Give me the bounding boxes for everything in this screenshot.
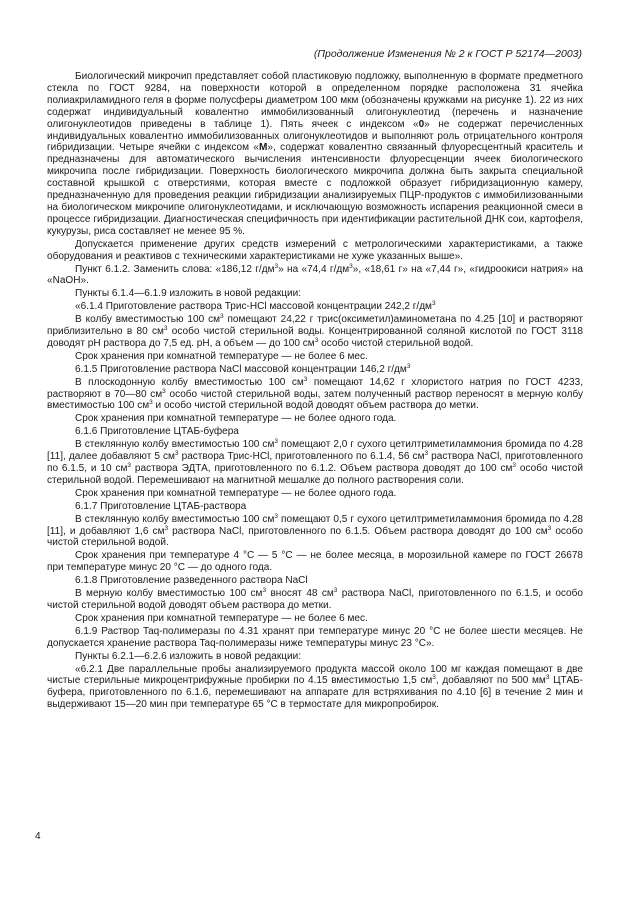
paragraph-storage-ctab-buffer: Срок хранения при комнатной температуре — не более одного года. bbox=[75, 487, 397, 499]
paragraph-microchip-description: Биологический микрочип представляет собой пластиковую подложку, выполненную в формате предметного стекла по ГОСТ 9284, на поверхности которой в определенном порядке расположена 31 ячейка полиакриламидного геля в форме полусферы диаметром 100 мкм (обозначены кружками на рисунке 1). 22 из них содержат индивидуальный ковалентно иммобилизованный олигонуклеотид (перечень и назначение олигонуклеотидов приведены в таблице 1). Пять ячеек с индексом «0» не содержат перечисленных индивидуальных ковалентно иммобилизованных олигонуклеотидов и выполняют роль отрицательного контроля гибридизации. Четыре ячейки с индексом «M», содержат ковалентно связанный флуоресцентный краситель и предназначены для автоматического вычисления интенсивности флуоресценции ячеек биологического микрочипа после гибридизации. Поверхность биологического микрочипа должна быть закрыта специальной составной крышкой с отверстиями, которая вместе с подложкой образует гибридизационную камеру, предназначенную для проведения реакции гибридизации анализируемых ПЦР-продуктов с иммобилизованными на биологическом микрочипе олигонуклеотидами, и исключающую возможность испарения реакционной смеси в процессе гибридизации. Диагностическая специфичность при идентификации растительной ДНК сои, картофеля, кукурузы, риса составляет не менее 95 %. bbox=[47, 71, 584, 237]
paragraph-6-1-9-taq: 6.1.9 Раствор Taq-полимеразы по 4.31 хранят при температуре минус 20 °С не более шести месяцев. Не допускается хранение раствора Taq-полимеразы ниже температуры минус 23 °С». bbox=[47, 625, 583, 649]
paragraph-storage-nacl: Срок хранения при комнатной температуре — не более одного года. bbox=[75, 413, 397, 425]
paragraph-ctab-solution-preparation: В стеклянную колбу вместимостью 100 $см^3$ помещают 0,5 г сухого цетилтриметиламмония бромида по 4.28 [11], и добавляют 1,6 $см^3$ раствора NaCl, приготовленного по 6.1.5. Объем раствора доводят до 100 $см^3$ особо чистой стерильной водой. bbox=[47, 512, 583, 549]
heading-6-1-5: 6.1.5 Приготовление раствора NaCl массовой концентрации 146,2 $г/дм^3$ bbox=[75, 362, 411, 375]
paragraph-alternative-instruments: Допускается применение других средств измерений с метрологическими характеристиками, а также оборудования и реактивов с техническими характеристиками не хуже указанных выше». bbox=[47, 238, 583, 262]
heading-6-1-4: «6.1.4 Приготовление раствора Трис-HCl массовой концентрации 242,2 $г/дм^3$ bbox=[75, 300, 436, 313]
paragraph-storage-tris: Срок хранения при комнатной температуре — не более 6 мес. bbox=[75, 350, 368, 362]
paragraph-tris-hcl-preparation: В колбу вместимостью 100 $см^3$ помещают 24,22 г трис(оксиметил)аминометана по 4.25 [10] и растворяют приблизительно в 80 $см^3$ особо чистой стерильной воды. Концентрированной соляной кислотой по ГОСТ 3118 доводят pH раствора до 7,5 ед. pH, а объем — до 100 $см^3$ особо чистой стерильной водой. bbox=[47, 313, 584, 349]
page-number: 4 bbox=[35, 831, 41, 842]
heading-6-1-7: 6.1.7 Приготовление ЦТАБ-раствора bbox=[75, 500, 247, 512]
paragraph-nacl-preparation: В плоскодонную колбу вместимостью 100 $см^3$ помещают 14,62 г хлористого натрия по ГОСТ 4233, растворяют в 70—80 $см^3$ особо чистой стерильной воды, затем полученный раствор переносят в мерную колбу вместимостью 100 $см^3$ и особо чистой стерильной водой доводят объем раствора до метки. bbox=[47, 375, 583, 412]
heading-6-1-6: 6.1.6 Приготовление ЦТАБ-буфера bbox=[75, 426, 239, 438]
paragraph-storage-ctab-solution: Срок хранения при температуре 4 °С — 5 °С — не более месяца, в морозильной камере по ГОСТ 26678 при температуре минус 20 °С — до одного года. bbox=[47, 550, 583, 574]
heading-6-1-8: 6.1.8 Приготовление разведенного раствора NaCl bbox=[75, 575, 308, 587]
paragraph-ctab-buffer-preparation: В стеклянную колбу вместимостью 100 $см^3$ помещают 2,0 г сухого цетилтриметиламмония бромида по 4.28 [11], далее добавляют 5 $см^3$ раствора Трис-HCl, приготовленного по 6.1.4, 56 $см^3$ раствора NaCl, приготовленного по 6.1.5, и 10 $см^3$ раствора ЭДТА, приготовленного по 6.1.2. Объем раствора доводят до 100 $см^3$ особо чистой стерильной водой. Перемешивают на магнитной мешалке до полного растворения соли. bbox=[47, 438, 583, 486]
paragraph-item-6-1-2: Пункт 6.1.2. Заменить слова: «186,12 $г/дм^3$» на «74,4 $г/дм^3$», «18,61 г» на «7,44 г», «гидроокиси натрия» на «NaOH». bbox=[47, 262, 584, 287]
running-header: (Продолжение Изменения № 2 к ГОСТ Р 52174—2003) bbox=[313, 48, 582, 60]
paragraph-storage-diluted-nacl: Срок хранения при комнатной температуре — не более 6 мес. bbox=[75, 612, 368, 624]
paragraph-items-6-1-4-6-1-9: Пункты 6.1.4—6.1.9 изложить в новой редакции: bbox=[75, 288, 302, 300]
paragraph-diluted-nacl-preparation: В мерную колбу вместимостью 100 $см^3$ вносят 48 $см^3$ раствора NaCl, приготовленного по 6.1.5, и особо чистой стерильной водой доводят объем раствора до метки. bbox=[47, 587, 583, 611]
paragraph-6-2-1: «6.2.1 Две параллельные пробы анализируемого продукта массой около 100 мг каждая помещают в две чистые стерильные микроцентрифужные пробирки по 4.15 вместимостью 1,5 $см^3$, добавляют по 500 $мм^3$ ЦТАБ-буфера, приготовленного по 6.1.6, перемешивают на аппарате для встряхивания по 4.10 [6] в течение 2 мин и выдерживают 15—20 мин при температуре 65 °С в термостате для микропробирок. bbox=[47, 663, 583, 711]
paragraph-items-6-2-1-6-2-6: Пункты 6.2.1—6.2.6 изложить в новой редакции: bbox=[75, 650, 302, 662]
document-body bbox=[47, 71, 583, 711]
